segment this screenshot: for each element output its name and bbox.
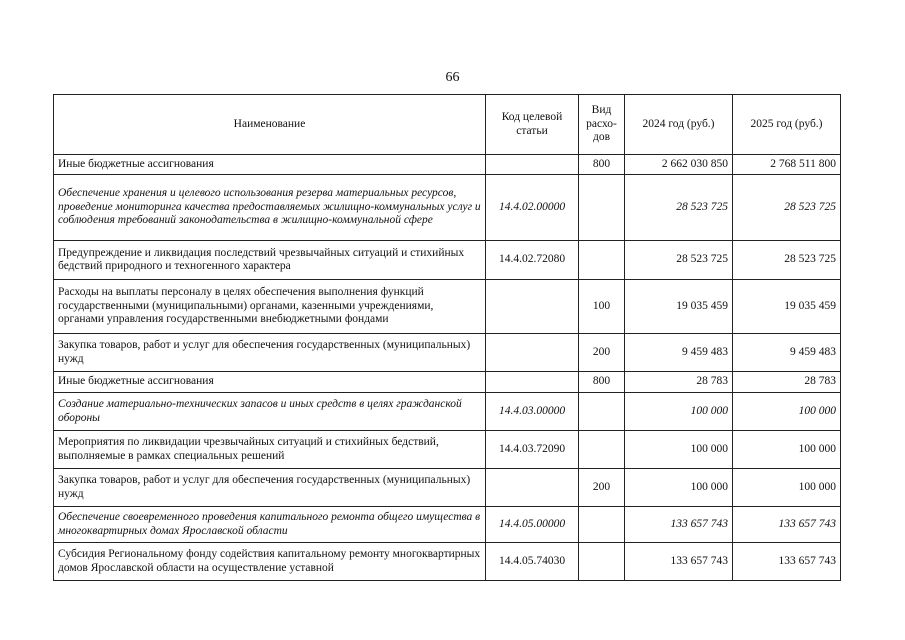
table-row [54, 372, 841, 393]
row-name: Предупреждение и ликвидация последствий чрезвычайных ситуаций и стихийных бедствий природного и техногенного характера [54, 241, 486, 280]
row-code [486, 372, 579, 393]
row-name: Создание материально-технических запасов и иных средств в целях гражданской обороны [54, 393, 486, 431]
table-row [54, 507, 841, 543]
row-2024: 19 035 459 [625, 280, 733, 334]
row-kind [579, 241, 625, 280]
header-2025: 2025 год (руб.) [733, 95, 841, 155]
row-code [486, 155, 579, 175]
row-kind [579, 431, 625, 469]
row-code: 14.4.02.00000 [486, 175, 579, 241]
row-2025: 2 768 511 800 [733, 155, 841, 175]
header-2024: 2024 год (руб.) [625, 95, 733, 155]
row-name: Закупка товаров, работ и услуг для обеспечения государственных (муниципальных) нужд [54, 334, 486, 372]
row-kind: 200 [579, 334, 625, 372]
row-2024: 100 000 [625, 469, 733, 507]
row-name: Мероприятия по ликвидации чрезвычайных ситуаций и стихийных бедствий, выполняемые в рамках специальных решений [54, 431, 486, 469]
row-code: 14.4.05.74030 [486, 543, 579, 581]
row-kind: 100 [579, 280, 625, 334]
row-name: Расходы на выплаты персоналу в целях обеспечения выполнения функций государственными (муниципальными) органами, казенными учреждениями, органами управления государственными внебюджетными фондами [54, 280, 486, 334]
row-code: 14.4.03.00000 [486, 393, 579, 431]
row-code [486, 280, 579, 334]
table-row [54, 543, 841, 581]
table-row [54, 334, 841, 372]
table-row [54, 393, 841, 431]
row-2024: 28 783 [625, 372, 733, 393]
row-kind: 800 [579, 372, 625, 393]
row-2024: 133 657 743 [625, 543, 733, 581]
row-code [486, 334, 579, 372]
row-2024: 133 657 743 [625, 507, 733, 543]
table-row [54, 431, 841, 469]
budget-table [53, 94, 841, 581]
row-2025: 100 000 [733, 469, 841, 507]
row-2024: 100 000 [625, 431, 733, 469]
row-name: Обеспечение хранения и целевого использования резерва материальных ресурсов, проведение мониторинга качества предоставляемых жилищно-коммунальных услуг и соблюдения требований законодательства в жилищно-коммунальной сфере [54, 175, 486, 241]
table-row [54, 280, 841, 334]
row-2025: 28 523 725 [733, 175, 841, 241]
row-2024: 28 523 725 [625, 175, 733, 241]
row-kind: 200 [579, 469, 625, 507]
row-name: Иные бюджетные ассигнования [54, 372, 486, 393]
page-number: 66 [445, 70, 460, 85]
row-2025: 19 035 459 [733, 280, 841, 334]
header-code: Код целевой статьи [486, 95, 579, 155]
row-2025: 133 657 743 [733, 543, 841, 581]
row-name: Субсидия Региональному фонду содействия капитальному ремонту многоквартирных домов Ярославской области на осуществление уставной [54, 543, 486, 581]
header-name: Наименование [54, 95, 486, 155]
row-2024: 28 523 725 [625, 241, 733, 280]
row-2025: 100 000 [733, 393, 841, 431]
row-kind: 800 [579, 155, 625, 175]
row-kind [579, 543, 625, 581]
table-row [54, 155, 841, 175]
row-code [486, 469, 579, 507]
row-2025: 133 657 743 [733, 507, 841, 543]
row-kind [579, 175, 625, 241]
row-name: Обеспечение своевременного проведения капитального ремонта общего имущества в многоквартирных домах Ярославской области [54, 507, 486, 543]
row-2025: 28 523 725 [733, 241, 841, 280]
row-kind [579, 507, 625, 543]
table-row [54, 469, 841, 507]
row-code: 14.4.05.00000 [486, 507, 579, 543]
row-2024: 9 459 483 [625, 334, 733, 372]
row-code: 14.4.03.72090 [486, 431, 579, 469]
row-name: Иные бюджетные ассигнования [54, 155, 486, 175]
row-code: 14.4.02.72080 [486, 241, 579, 280]
row-name: Закупка товаров, работ и услуг для обеспечения государственных (муниципальных) нужд [54, 469, 486, 507]
table-row [54, 175, 841, 241]
table-header-row [54, 95, 841, 155]
row-2025: 100 000 [733, 431, 841, 469]
row-2025: 9 459 483 [733, 334, 841, 372]
row-2024: 2 662 030 850 [625, 155, 733, 175]
header-kind: Вид расхо-дов [579, 95, 625, 155]
table-row [54, 241, 841, 280]
row-kind [579, 393, 625, 431]
row-2024: 100 000 [625, 393, 733, 431]
row-2025: 28 783 [733, 372, 841, 393]
